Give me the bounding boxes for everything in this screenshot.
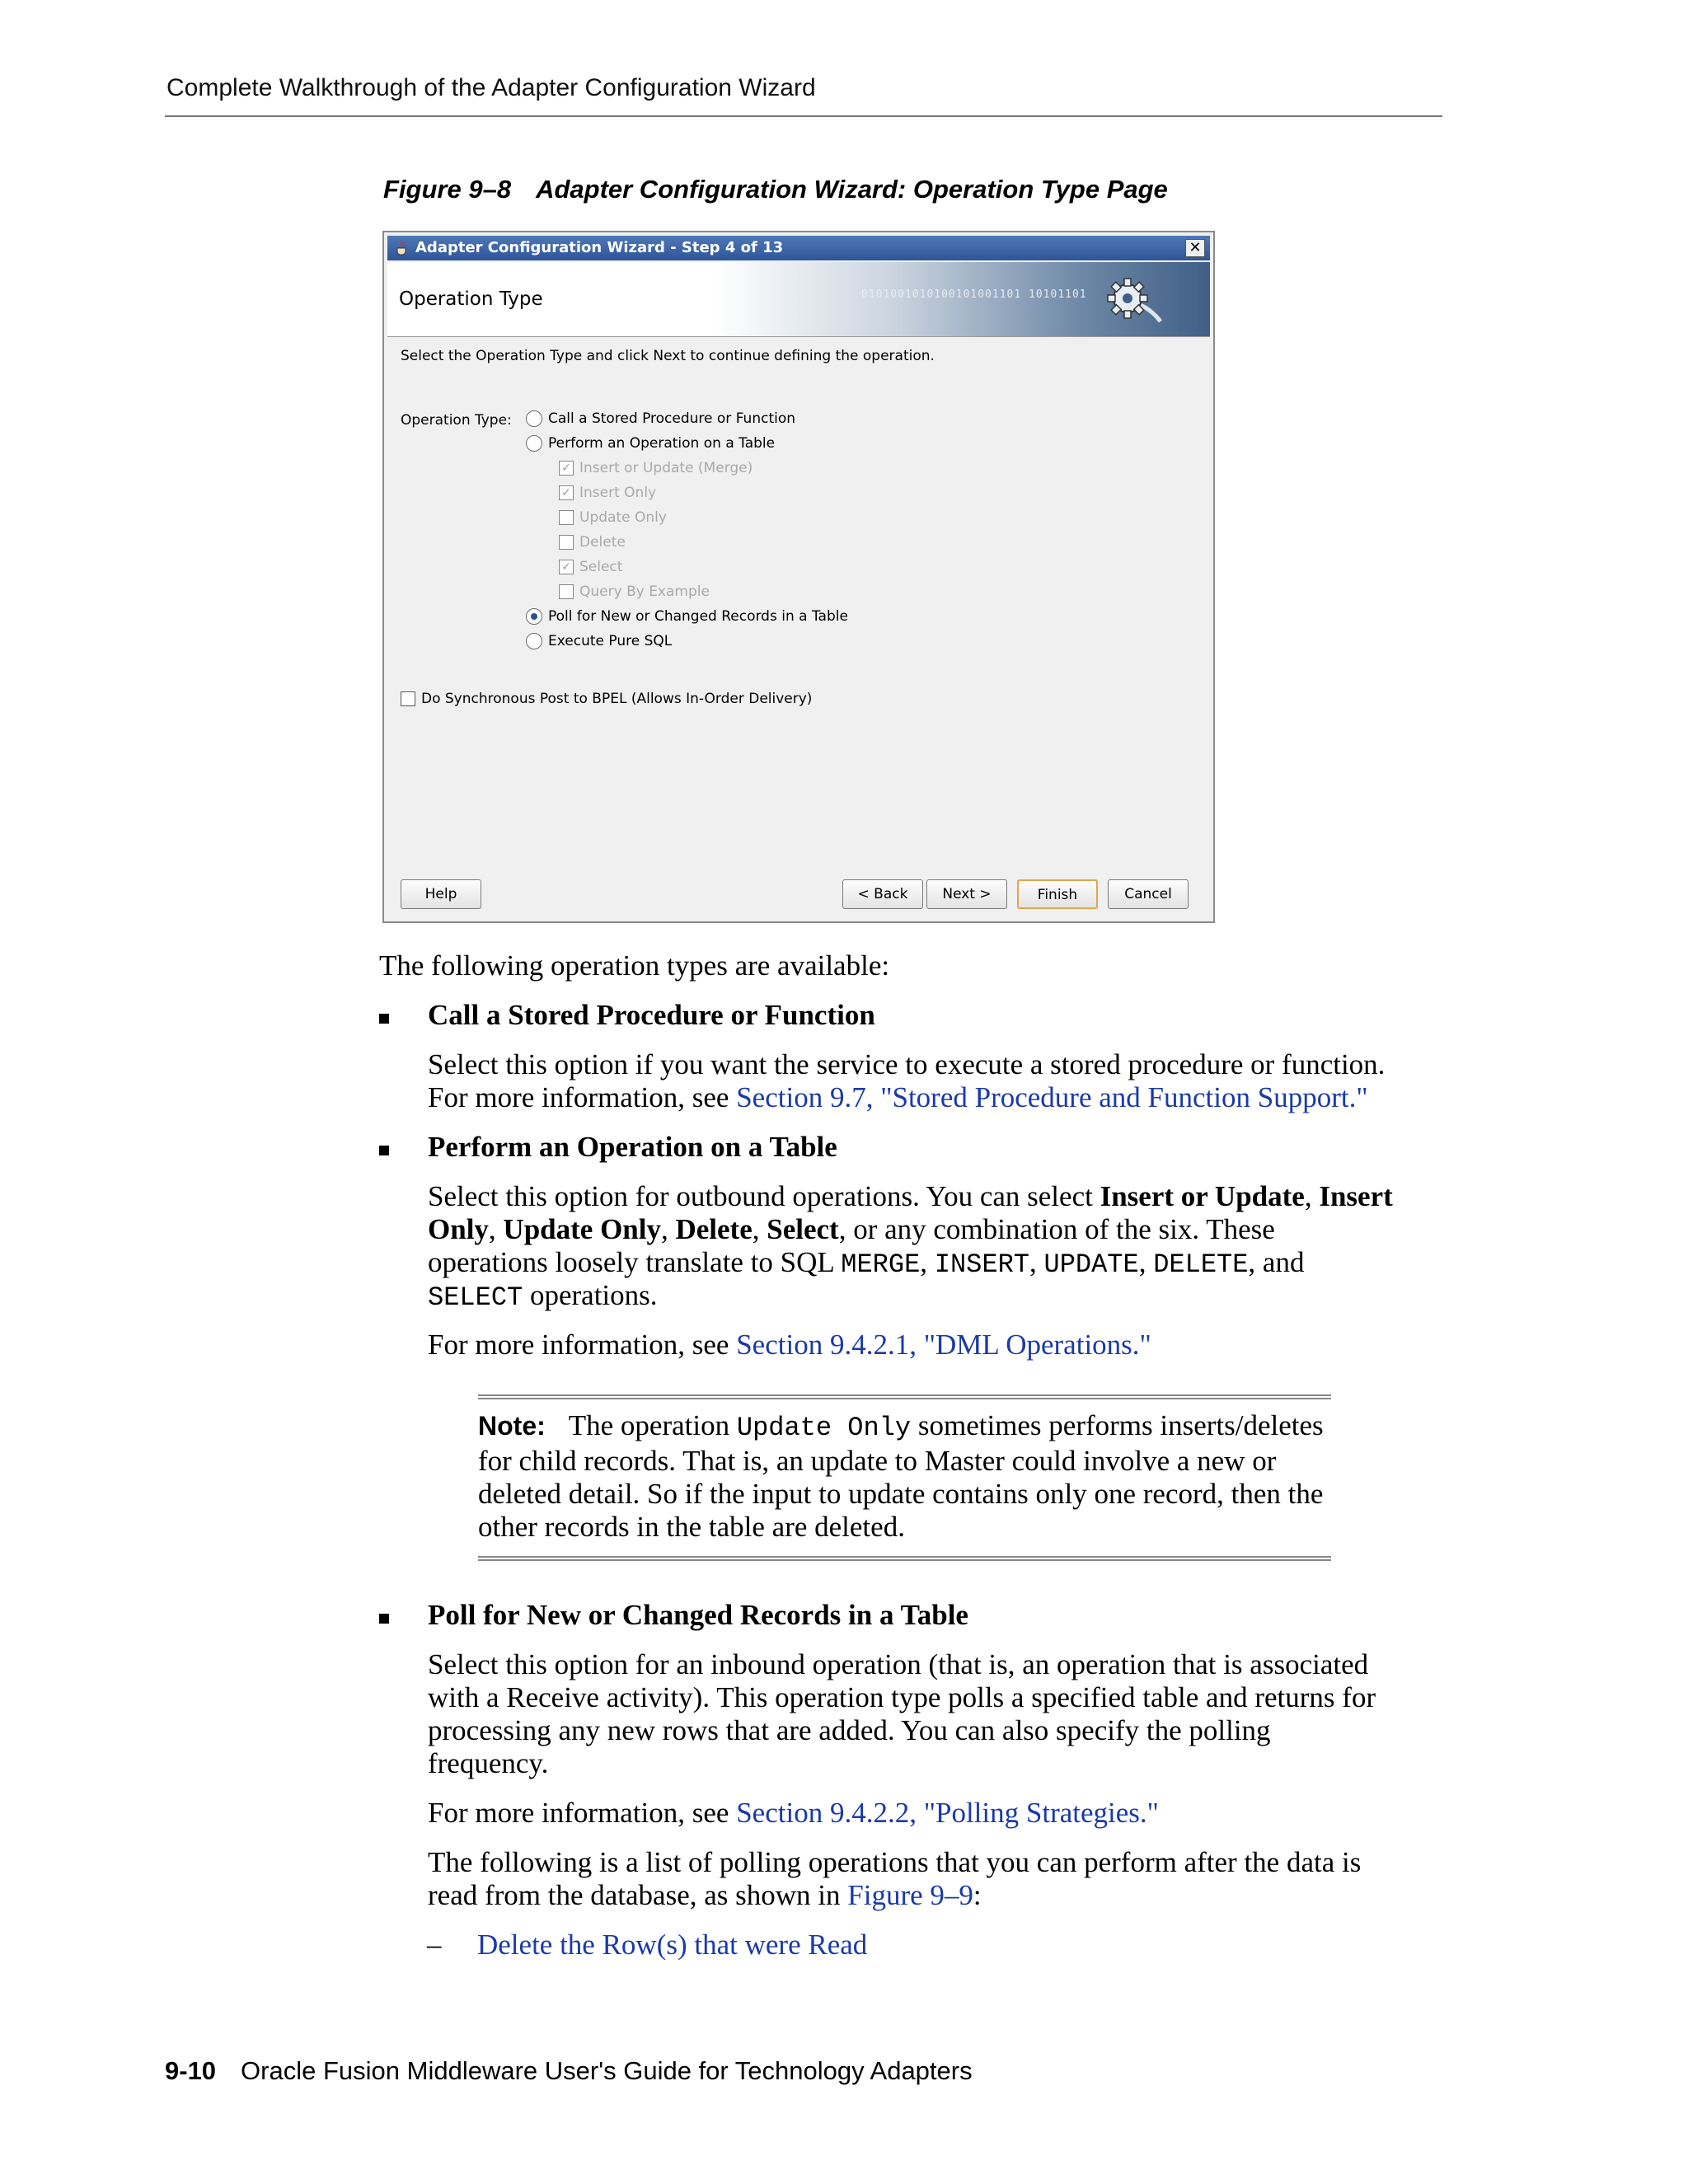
item1-line2 [428, 1081, 1368, 1114]
sql-keyword: SELECT [428, 1282, 523, 1313]
checkbox-label: Select [579, 559, 623, 575]
checkbox-delete[interactable] [559, 534, 626, 551]
note-bottom-rule [478, 1556, 1331, 1561]
text: For more information, see [428, 1329, 737, 1361]
help-button[interactable]: Help [401, 879, 481, 909]
checkbox-insert-only[interactable] [559, 485, 656, 501]
item3-line3: processing any new rows that are added. You can also specify the polling [428, 1714, 1271, 1746]
sql-keyword: MERGE [841, 1249, 921, 1280]
bold-term: Only [428, 1213, 489, 1245]
checkbox-box[interactable] [559, 535, 574, 550]
wizard-banner [387, 262, 1210, 337]
note-text-pre: The operation [568, 1409, 737, 1441]
gear-plug-icon [1103, 272, 1177, 330]
checkbox-label: Do Synchronous Post to BPEL (Allows In-Order Delivery) [421, 691, 813, 707]
bold-term: Update Only [503, 1213, 661, 1245]
radio-call-stored-procedure[interactable] [526, 410, 795, 427]
radio-execute-pure-sql[interactable] [526, 633, 672, 649]
banner-binary-text: 0101001010100101001101 10101101 [861, 288, 1087, 301]
back-button[interactable]: < Back [842, 879, 923, 909]
item2-line4 [428, 1279, 658, 1315]
bold-term: Insert or Update [1100, 1180, 1305, 1212]
bold-term: Delete [675, 1213, 753, 1245]
finish-button[interactable]: Finish [1017, 879, 1098, 909]
item1-more-pre: For more information, see [428, 1081, 737, 1113]
running-header: Complete Walkthrough of the Adapter Configuration Wizard [166, 74, 816, 101]
checkbox-query-by-example[interactable] [559, 583, 710, 600]
cancel-button[interactable]: Cancel [1108, 879, 1189, 909]
wizard-window-title: Adapter Configuration Wizard - Step 4 of 13 [415, 239, 784, 256]
sql-keyword: UPDATE [1043, 1249, 1139, 1280]
intro-paragraph: The following operation types are available: [379, 949, 890, 982]
radio-label: Execute Pure SQL [548, 633, 673, 649]
link-delete-rows-read[interactable]: Delete the Row(s) that were Read [477, 1929, 868, 1961]
item3-line2: with a Receive activity). This operation type polls a specified table and returns for [428, 1681, 1376, 1713]
checkbox-sync-post[interactable] [401, 691, 812, 707]
page-footer [165, 2056, 973, 2086]
checkmark-icon[interactable]: ✓ [559, 560, 574, 574]
radio-button[interactable] [526, 435, 542, 452]
java-cup-icon [394, 240, 410, 256]
radio-label: Perform an Operation on a Table [548, 435, 776, 452]
checkmark-icon[interactable]: ✓ [559, 461, 574, 476]
checkbox-box[interactable] [559, 584, 574, 599]
close-icon: ✕ [1189, 239, 1202, 256]
bullet-icon [379, 1146, 389, 1155]
text: , and [1248, 1246, 1305, 1278]
checkbox-label: Insert or Update (Merge) [579, 460, 753, 476]
item3-line4: frequency. [428, 1747, 549, 1779]
checkbox-label: Delete [579, 534, 626, 551]
item3-list-intro-line2 [428, 1879, 982, 1912]
item2-line3 [428, 1246, 1304, 1282]
wizard-instruction: Select the Operation Type and click Next to continue defining the operation. [401, 348, 935, 364]
figure-caption [383, 175, 1168, 204]
bold-term: Insert [1319, 1180, 1393, 1212]
comma: , [488, 1213, 504, 1245]
radio-button[interactable] [526, 633, 542, 649]
item2-line1 [428, 1180, 1393, 1213]
checkbox-box[interactable] [401, 691, 415, 706]
item3-line1: Select this option for an inbound operation (that is, an operation that is associated [428, 1648, 1369, 1680]
item3-list-intro-line1: The following is a list of polling operations that you can perform after the data is [428, 1846, 1362, 1878]
link-figure-9-9[interactable]: Figure 9–9 [847, 1879, 973, 1911]
text: read from the database, as shown in [428, 1879, 848, 1911]
checkbox-box[interactable] [559, 510, 574, 525]
checkbox-update-only[interactable] [559, 509, 667, 526]
page-number: 9-10 [165, 2056, 217, 2085]
note-code: Update Only [736, 1413, 912, 1443]
item2-heading: Perform an Operation on a Table [428, 1131, 837, 1163]
bullet-icon [379, 1614, 389, 1624]
text: operations. [523, 1279, 658, 1311]
item1-line1: Select this option if you want the service to execute a stored procedure or function. [428, 1048, 1386, 1080]
radio-button[interactable] [526, 410, 542, 427]
figure-title: Adapter Configuration Wizard: Operation Type Page [536, 175, 1168, 204]
text: For more information, see [428, 1797, 737, 1829]
comma: , [1138, 1246, 1154, 1278]
operation-type-label: Operation Type: [401, 412, 512, 429]
comma: , [920, 1246, 935, 1278]
item1-heading: Call a Stored Procedure or Function [428, 999, 875, 1031]
sql-keyword: INSERT [934, 1249, 1029, 1280]
note-box [478, 1409, 1327, 1544]
radio-label: Call a Stored Procedure or Function [548, 410, 796, 427]
link-section-9-7[interactable]: Section 9.7, "Stored Procedure and Function Support." [736, 1081, 1368, 1113]
checkbox-insert-or-update[interactable] [559, 460, 753, 476]
dash-bullet: – [427, 1929, 442, 1961]
item2-line2 [428, 1213, 1275, 1246]
checkmark-icon[interactable]: ✓ [559, 485, 574, 500]
wizard-screenshot [382, 231, 1215, 923]
comma: , [1029, 1246, 1044, 1278]
checkbox-label: Update Only [579, 509, 667, 526]
header-rule [165, 115, 1442, 117]
checkbox-label: Insert Only [579, 485, 657, 501]
next-button[interactable]: Next > [926, 879, 1007, 909]
radio-perform-operation[interactable] [526, 435, 775, 452]
checkbox-label: Query By Example [579, 583, 710, 600]
radio-label: Poll for New or Changed Records in a Table [548, 608, 848, 625]
comma: , [660, 1213, 676, 1245]
item3-more-info [428, 1797, 1159, 1830]
text: operations loosely translate to SQL [428, 1246, 842, 1278]
close-button[interactable] [1185, 239, 1205, 257]
comma: , [1304, 1180, 1320, 1212]
note-top-rule [478, 1394, 1331, 1399]
wizard-page-title: Operation Type [399, 288, 543, 310]
note-label: Note: [478, 1411, 546, 1441]
note-text-post: sometimes performs inserts/deletes for child records. That is, an update to Master could involve a new or deleted detail. So if the input to update contains only one record, then the other records in the table are deleted. [478, 1409, 1324, 1543]
text: , or any combination of the six. These [838, 1213, 1275, 1245]
link-section-9-4-2-1[interactable]: Section 9.4.2.1, "DML Operations." [736, 1329, 1151, 1361]
figure-number: Figure 9–8 [383, 175, 512, 204]
item2-more-info [428, 1329, 1151, 1361]
bold-term: Select [767, 1213, 839, 1245]
radio-poll-new-changed[interactable] [526, 608, 848, 625]
sql-keyword: DELETE [1153, 1249, 1249, 1280]
comma: , [752, 1213, 767, 1245]
radio-button-selected[interactable] [526, 608, 542, 625]
checkbox-select[interactable] [559, 559, 622, 575]
wizard-titlebar [387, 236, 1210, 260]
book-title: Oracle Fusion Middleware User's Guide for Technology Adapters [241, 2056, 973, 2085]
text: Select this option for outbound operations. You can select [428, 1180, 1100, 1212]
item3-heading: Poll for New or Changed Records in a Table [428, 1599, 968, 1631]
bullet-icon [379, 1014, 389, 1024]
text: : [973, 1879, 982, 1911]
link-section-9-4-2-2[interactable]: Section 9.4.2.2, "Polling Strategies." [736, 1797, 1159, 1829]
